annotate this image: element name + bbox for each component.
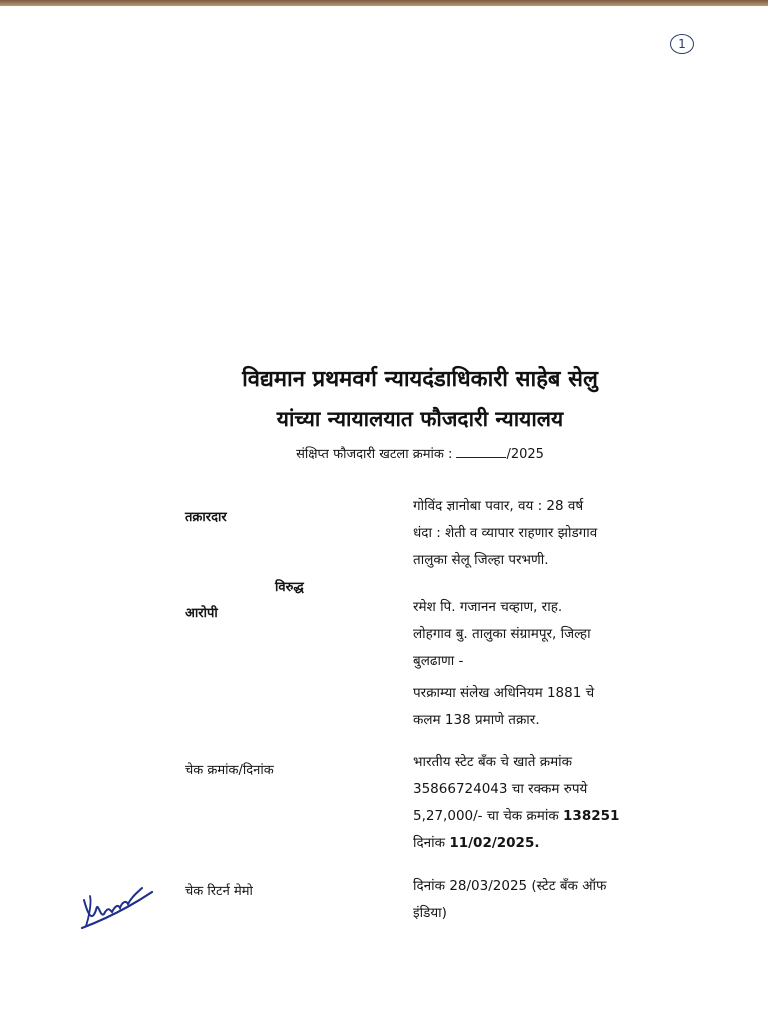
accused-details xyxy=(413,594,658,675)
complainant-label: तक्रारदार xyxy=(185,510,227,525)
cheque-line xyxy=(413,830,658,857)
cheque-details xyxy=(413,749,658,857)
return-memo-line: इंडिया) xyxy=(413,905,447,921)
case-number-label: संक्षिप्त फौजदारी खटला क्रमांक : xyxy=(296,447,453,462)
case-number-blank xyxy=(456,457,506,458)
cheque-line xyxy=(413,803,658,830)
accused-line: लोहगाव बु. तालुका संग्रामपूर, जिल्हा xyxy=(413,626,591,642)
return-memo-line: दिनांक 28/03/2025 (स्टेट बँक ऑफ xyxy=(413,878,607,894)
act-section xyxy=(413,680,658,734)
cheque-line: 35866724043 चा रक्कम रुपये xyxy=(413,781,588,797)
cheque-date: 11/02/2025. xyxy=(449,835,540,851)
cheque-amount-text: 5,27,000/- चा चेक क्रमांक xyxy=(413,808,564,824)
return-memo-details xyxy=(413,873,658,927)
accused-line: रमेश पि. गजानन चव्हाण, राह. xyxy=(413,599,563,615)
accused-label: आरोपी xyxy=(185,606,218,621)
complainant-line: धंदा : शेती व व्यापार राहणार झोडगाव xyxy=(413,525,598,541)
act-line: परक्राम्या संलेख अधिनियम 1881 चे xyxy=(413,685,595,701)
page-top-edge xyxy=(0,0,768,6)
court-heading-line-1: विद्यमान प्रथमवर्ग न्यायदंडाधिकारी साहेब सेलु xyxy=(242,367,598,392)
return-memo-label: चेक रिटर्न मेमो xyxy=(185,884,253,899)
complainant-line: तालुका सेलू जिल्हा परभणी. xyxy=(413,552,549,568)
act-line: कलम 138 प्रमाणे तक्रार. xyxy=(413,712,540,728)
cheque-label: चेक क्रमांक/दिनांक xyxy=(185,763,274,778)
complainant-details xyxy=(413,493,658,574)
cheque-number: 138251 xyxy=(563,808,620,824)
cheque-line: भारतीय स्टेट बँक चे खाते क्रमांक xyxy=(413,754,573,770)
accused-line: बुलढाणा - xyxy=(413,653,464,669)
versus-label: विरुद्ध xyxy=(275,580,304,595)
case-number-line xyxy=(260,444,580,462)
case-number-year: /2025 xyxy=(506,447,544,462)
court-heading-line-2: यांच्या न्यायालयात फौजदारी न्यायालय xyxy=(276,407,564,431)
signature-icon xyxy=(78,870,158,940)
cheque-date-prefix: दिनांक xyxy=(413,835,450,851)
page-number: 1 xyxy=(670,34,694,54)
complainant-line: गोविंद ज्ञानोबा पवार, वय : 28 वर्ष xyxy=(413,498,584,514)
